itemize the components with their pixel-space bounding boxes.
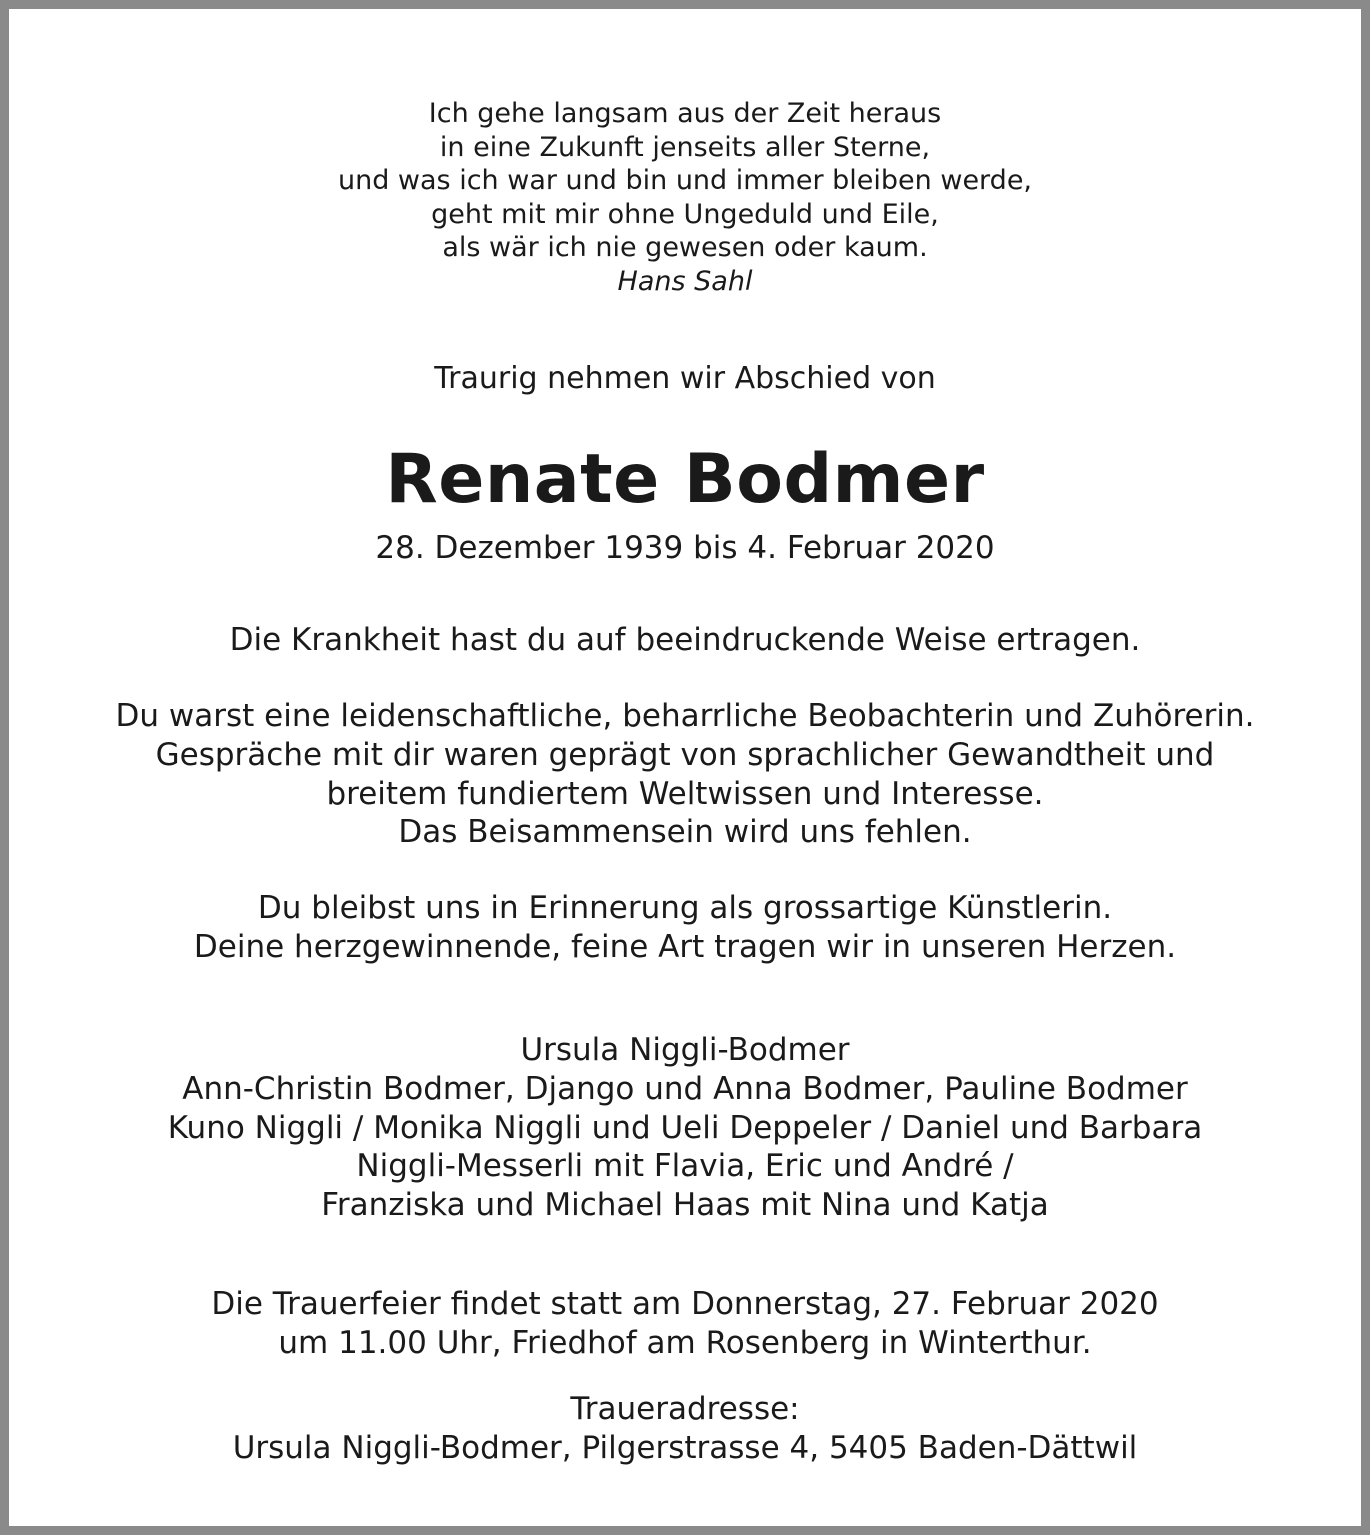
intro-line: Traurig nehmen wir Abschied von — [434, 361, 936, 396]
mourner-line: Niggli-Messerli mit Flavia, Eric und André / — [356, 1148, 1014, 1185]
mourner-line: Ann-Christin Bodmer, Django und Anna Bodmer, Pauline Bodmer — [182, 1070, 1188, 1107]
poem-line: in eine Zukunft jenseits aller Sterne, — [439, 131, 931, 163]
poem-line: Ich gehe langsam aus der Zeit heraus — [428, 98, 942, 129]
name-line: Renate Bodmer — [385, 440, 985, 519]
paragraph-line: Das Beisammensein wird uns fehlen. — [398, 814, 972, 851]
address-value: Ursula Niggli-Bodmer, Pilgerstrasse 4, 5405 Baden-Dättwil — [232, 1429, 1138, 1466]
paragraph-line: breitem fundiertem Weltwissen und Interesse. — [326, 775, 1044, 812]
mourning-address — [18, 1390, 1352, 1468]
paragraph-line: Du warst eine leidenschaftliche, beharrliche Beobachterin und Zuhörerin. — [115, 698, 1255, 734]
address-label: Traueradresse: — [570, 1391, 800, 1427]
paragraph-line: Gespräche mit dir waren geprägt von sprachlicher Gewandtheit und — [155, 736, 1215, 773]
poem-author: Hans Sahl — [617, 265, 753, 297]
deceased-name — [18, 440, 1352, 520]
paragraph-line: Deine herzgewinnende, feine Art tragen wir in unseren Herzen. — [193, 928, 1177, 965]
paragraph-character — [18, 697, 1352, 852]
poem-block — [18, 97, 1352, 298]
poem-line: als wär ich nie gewesen oder kaum. — [442, 232, 928, 263]
mourner-line: Franziska und Michael Haas mit Nina und Katja — [321, 1187, 1049, 1224]
paragraph-line: Du bleibst uns in Erinnerung als grossartige Künstlerin. — [257, 890, 1113, 926]
paragraph-line: Die Krankheit hast du auf beeindruckende Weise ertragen. — [229, 622, 1141, 658]
paragraph-illness — [18, 621, 1352, 660]
paragraph-memory — [18, 889, 1352, 967]
mourner-line: Kuno Niggli / Monika Niggli und Ueli Deppeler / Daniel und Barbara — [167, 1109, 1203, 1146]
mourners-list — [18, 1031, 1352, 1225]
ceremony-line: um 11.00 Uhr, Friedhof am Rosenberg in Winterthur. — [278, 1324, 1092, 1361]
poem-line: geht mit mir ohne Ungeduld und Eile, — [431, 198, 939, 230]
life-dates — [18, 528, 1352, 568]
poem-line: und was ich war und bin und immer bleiben werde, — [337, 165, 1033, 196]
ceremony-line: Die Trauerfeier findet statt am Donnerstag, 27. Februar 2020 — [211, 1286, 1159, 1322]
dates-line: 28. Dezember 1939 bis 4. Februar 2020 — [375, 530, 995, 566]
mourner-line: Ursula Niggli-Bodmer — [520, 1032, 850, 1068]
ceremony-info — [18, 1285, 1352, 1363]
intro-text — [18, 360, 1352, 398]
